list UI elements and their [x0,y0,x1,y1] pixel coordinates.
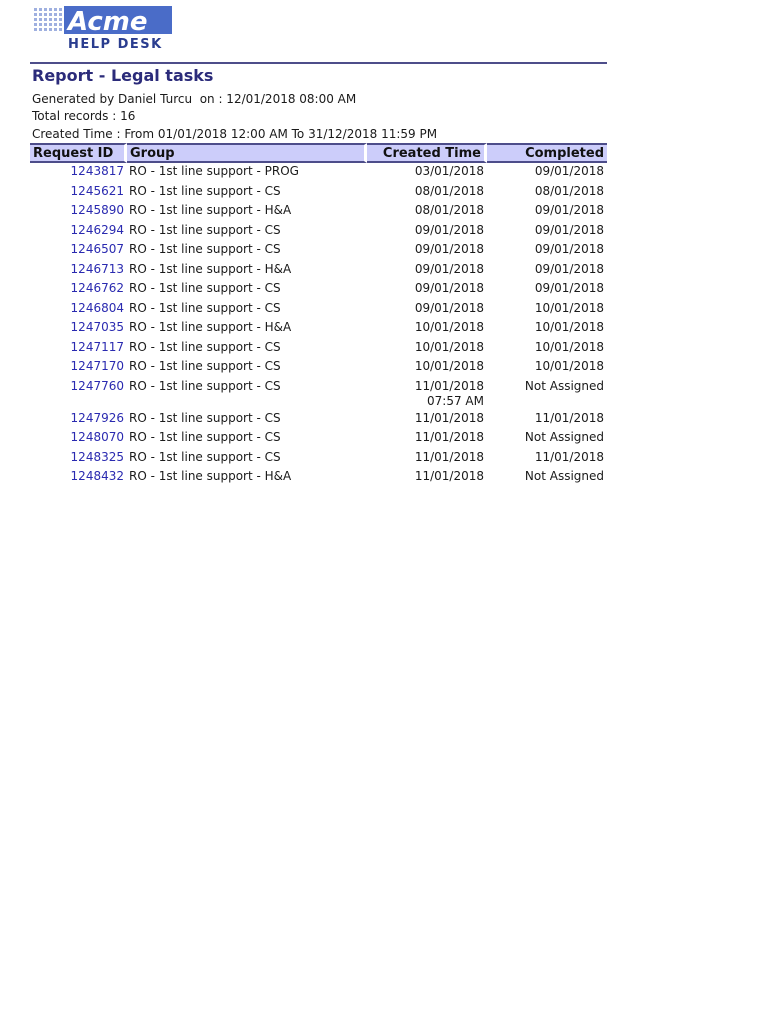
request-id-cell [30,449,127,469]
completed-cell: 09/01/2018 [534,242,604,256]
header-request-id[interactable]: Request ID [30,143,127,163]
table-row [30,241,607,261]
request-id-cell [30,222,127,242]
request-id-link[interactable]: 1246294 [70,222,124,237]
table-row [30,300,607,320]
request-id-link[interactable]: 1247035 [70,320,124,334]
report-table [30,143,607,488]
request-id-cell [30,163,127,183]
group-cell: RO - 1st line support - CS [129,410,281,425]
created-time-cell: 09/01/2018 [414,281,484,295]
created-time-cell: 10/01/2018 [414,359,484,373]
logo-brand-text: Acme [68,7,148,37]
table-row [30,410,607,430]
request-id-cell [30,261,127,281]
generated-by-line: Generated by Daniel Turcu on : 12/01/2018 08:00 AM [32,92,357,106]
acme-help-desk-logo [32,4,174,50]
request-id-cell [30,183,127,203]
created-time-cell: 03/01/2018 [414,164,484,178]
table-row [30,261,607,281]
table-row [30,339,607,359]
table-row [30,222,607,242]
created-time-cell: 09/01/2018 [414,242,484,256]
table-row [30,202,607,222]
created-time-cell: 11/01/2018 07:57 AM [414,378,484,408]
created-time-range-line: Created Time : From 01/01/2018 12:00 AM To 31/12/2018 11:59 PM [32,127,438,141]
header-created-time[interactable]: Created Time [367,143,487,163]
group-cell: RO - 1st line support - H&A [129,320,292,334]
completed-cell: 10/01/2018 [534,320,604,334]
created-time-cell: 09/01/2018 [414,261,484,276]
table-row [30,319,607,339]
table-row [30,358,607,378]
request-id-link[interactable]: 1248432 [70,469,124,483]
group-cell: RO - 1st line support - CS [129,359,281,373]
table-body [30,163,607,488]
completed-cell: 10/01/2018 [534,339,604,354]
logo-sub-text: HELP DESK [68,37,163,50]
header-group[interactable]: Group [127,143,367,163]
group-cell: RO - 1st line support - H&A [129,203,292,217]
group-cell: RO - 1st line support - CS [129,300,281,315]
request-id-link[interactable]: 1247926 [70,410,124,425]
request-id-link[interactable]: 1247760 [70,378,124,393]
created-time-cell: 09/01/2018 [414,300,484,315]
completed-cell: 09/01/2018 [534,222,604,237]
created-time-cell: 08/01/2018 [414,203,484,217]
created-time-cell: 11/01/2018 [414,449,484,464]
completed-cell: 09/01/2018 [534,203,604,217]
group-cell: RO - 1st line support - CS [129,242,281,256]
request-id-link[interactable]: 1247170 [70,359,124,373]
group-cell: RO - 1st line support - H&A [129,469,292,483]
completed-cell: 10/01/2018 [534,359,604,373]
request-id-cell [30,378,127,410]
group-cell: RO - 1st line support - CS [129,222,281,237]
request-id-cell [30,319,127,339]
table-row [30,280,607,300]
completed-cell: 11/01/2018 [534,410,604,425]
completed-cell: 08/01/2018 [534,183,604,198]
completed-cell: 10/01/2018 [534,300,604,315]
group-cell: RO - 1st line support - CS [129,339,281,354]
request-id-cell [30,468,127,488]
table-row [30,449,607,469]
request-id-cell [30,241,127,261]
completed-cell: Not Assigned [524,378,604,393]
request-id-cell [30,280,127,300]
request-id-link[interactable]: 1246713 [70,261,124,276]
table-row [30,183,607,203]
request-id-cell [30,410,127,430]
request-id-link[interactable]: 1245621 [70,183,124,198]
group-cell: RO - 1st line support - CS [129,183,281,198]
request-id-cell [30,429,127,449]
table-header-row [30,143,607,163]
header-completed[interactable]: Completed [487,143,607,163]
completed-cell: Not Assigned [524,469,604,483]
created-time-cell: 10/01/2018 [414,320,484,334]
completed-cell: 09/01/2018 [534,164,604,178]
request-id-cell [30,300,127,320]
completed-cell: 09/01/2018 [534,281,604,295]
request-id-cell [30,339,127,359]
group-cell: RO - 1st line support - CS [129,281,281,295]
request-id-link[interactable]: 1243817 [70,164,124,178]
request-id-cell [30,202,127,222]
request-id-link[interactable]: 1248070 [70,430,124,444]
report-title: Report - Legal tasks [32,66,214,85]
group-cell: RO - 1st line support - CS [129,449,281,464]
completed-cell: 09/01/2018 [534,261,604,276]
group-cell: RO - 1st line support - PROG [129,164,299,178]
request-id-link[interactable]: 1246762 [70,281,124,295]
table-row [30,163,607,183]
group-cell: RO - 1st line support - H&A [129,261,292,276]
table-row [30,429,607,449]
created-time-cell: 09/01/2018 [414,222,484,237]
request-id-cell [30,358,127,378]
completed-cell: Not Assigned [524,430,604,444]
created-time-cell: 08/01/2018 [414,183,484,198]
table-row [30,378,607,410]
request-id-link[interactable]: 1246507 [70,242,124,256]
request-id-link[interactable]: 1245890 [70,203,124,217]
created-time-cell: 11/01/2018 [414,469,484,483]
created-time-cell: 10/01/2018 [414,339,484,354]
request-id-link[interactable]: 1248325 [70,449,124,464]
header-divider [30,62,607,64]
created-time-cell: 11/01/2018 [414,430,484,444]
group-cell: RO - 1st line support - CS [129,430,281,444]
total-records-line: Total records : 16 [32,109,136,123]
table-row [30,468,607,488]
request-id-link[interactable]: 1247117 [70,339,124,354]
created-time-cell: 11/01/2018 [414,410,484,425]
completed-cell: 11/01/2018 [534,449,604,464]
group-cell: RO - 1st line support - CS [129,378,281,393]
request-id-link[interactable]: 1246804 [70,300,124,315]
